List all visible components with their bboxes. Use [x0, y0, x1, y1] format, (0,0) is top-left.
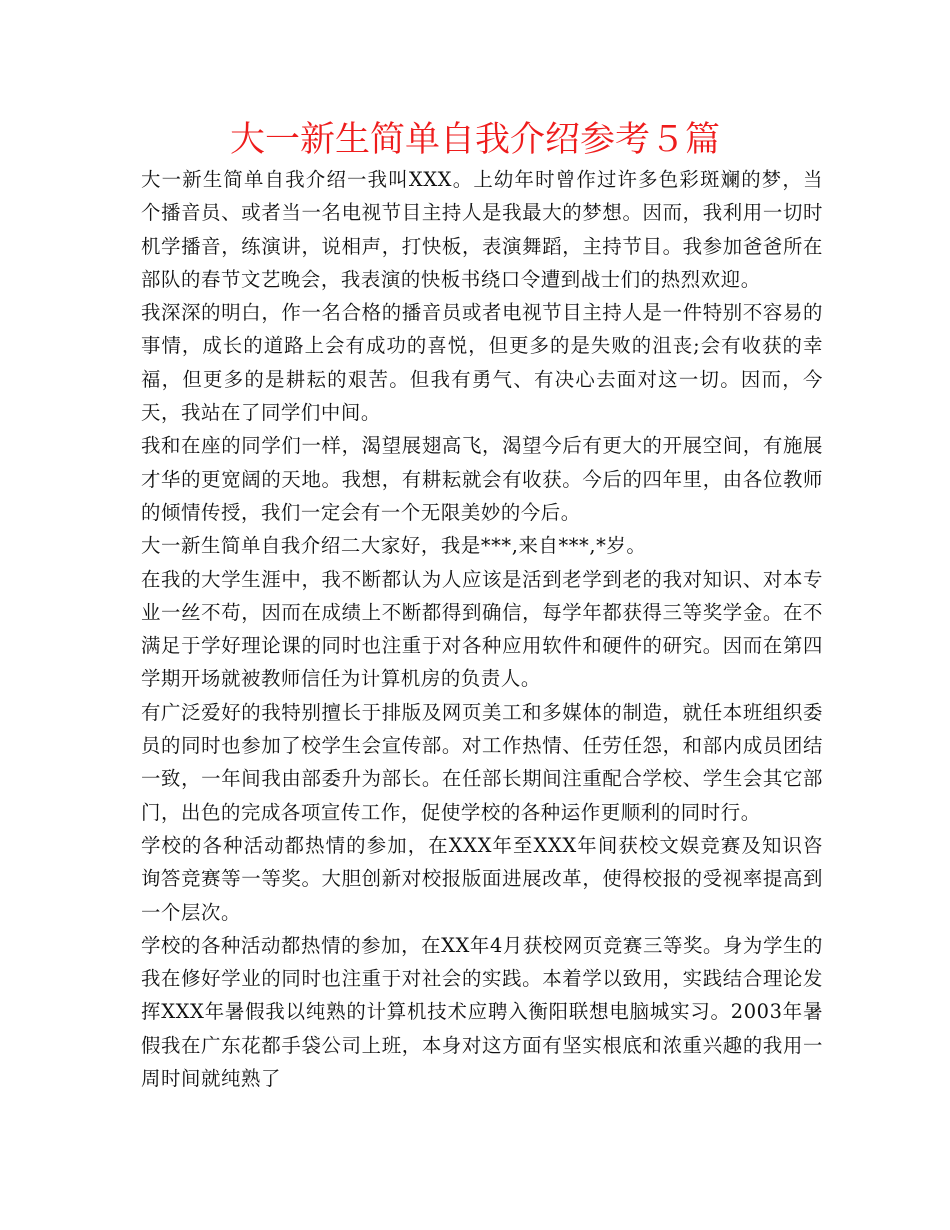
paragraph-7: 学校的各种活动都热情的参加，在XXX年至XXX年间获校文娱竞赛及知识咨询答竞赛等一等奖。大胆创新对校报版面进展改革，使得校报的受视率提高到一个层次。: [141, 833, 823, 924]
paragraph-1: 大一新生简单自我介绍一我叫XXX。上幼年时曾作过许多色彩斑斓的梦，当个播音员、或者当一名电视节目主持人是我最大的梦想。因而，我利用一切时机学播音，练演讲，说相声，打快板，表演舞蹈，主持节目。我参加爸爸所在部队的春节文艺晚会，我表演的快板书绕口令遭到战士们的热烈欢迎。: [141, 168, 823, 291]
document-title: 大一新生简单自我介绍参考５篇: [229, 120, 720, 160]
paragraph-4: 大一新生简单自我介绍二大家好，我是***,来自***,*岁。: [141, 534, 647, 558]
paragraph-2: 我深深的明白，作一名合格的播音员或者电视节目主持人是一件特别不容易的事情，成长的道路上会有成功的喜悦，但更多的是失败的沮丧;会有收获的幸福，但更多的是耕耘的艰苦。但我有勇气、有决心去面对这一切。因而，今天，我站在了同学们中间。: [141, 301, 823, 425]
paragraph-5: 在我的大学生涯中，我不断都认为人应该是活到老学到老的我对知识、对本专业一丝不苟，因而在成绩上不断都得到确信，每学年都获得三等奖学金。在不满足于学好理论课的同时也注重于对各种应用软件和硬件的研究。因而在第四学期开场就被教师信任为计算机房的负责人。: [141, 567, 823, 691]
paragraph-3: 我和在座的同学们一样，渴望展翅高飞，渴望今后有更大的开展空间，有施展才华的更宽阔的天地。我想，有耕耘就会有收获。今后的四年里，由各位教师的倾情传授，我们一定会有一个无限美妙的今后。: [141, 434, 823, 524]
document-body: [141, 163, 823, 1095]
paragraph-6: 有广泛爱好的我特别擅长于排版及网页美工和多媒体的制造，就任本班组织委员的同时也参加了校学生会宣传部。对工作热情、任劳任怨，和部内成员团结一致，一年间我由部委升为部长。在任部长期间注重配合学校、学生会其它部门，出色的完成各项宣传工作，促使学校的各种运作更顺利的同时行。: [141, 700, 823, 824]
paragraph-8: 学校的各种活动都热情的参加，在XX年4月获校网页竞赛三等奖。身为学生的我在修好学业的同时也注重于对社会的实践。本着学以致用，实践结合理论发挥XXX年暑假我以纯熟的计算机技术应聘入衡阳联想电脑城实习。2003年暑假我在广东花都手袋公司上班，本身对这方面有坚实根底和浓重兴趣的我用一周时间就纯熟了: [141, 933, 823, 1091]
